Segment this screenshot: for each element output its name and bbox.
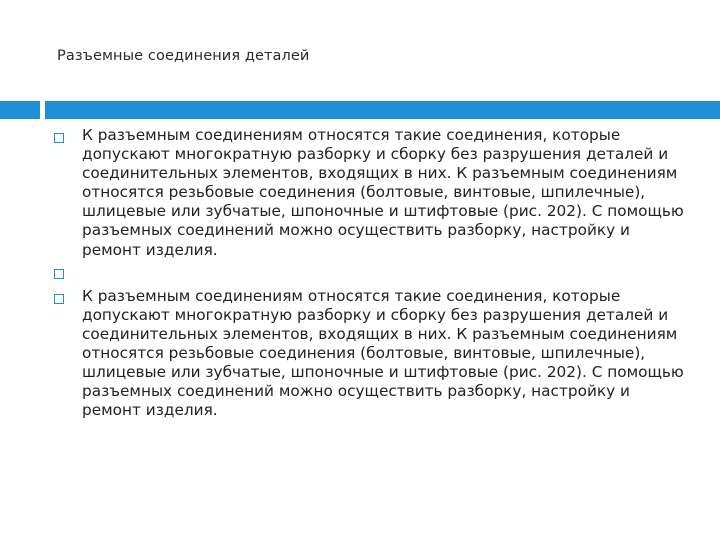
- slide-title: Разъемные соединения деталей: [57, 48, 310, 64]
- accent-bar-main: [45, 101, 720, 119]
- bullet-item-2: [52, 262, 692, 281]
- bullet-text-3: К разъемным соединениям относятся такие соединения, которые допускают многократную разборку и сборку без разрушения деталей и соединительных элементов, входящих в них. К разъемным соединениям относятся резьбовые соединения (болтовые, винтовые, шпилечные), шлицевые или зубчатые, шпоночные и штифтовые (рис. 202). С помощью разъемных соединений можно осуществить разборку, настройку и ремонт изделия.: [82, 286, 684, 420]
- hollow-square-bullet-icon: [54, 294, 64, 304]
- hollow-square-bullet-icon: [54, 269, 64, 279]
- accent-bar-left: [0, 101, 40, 119]
- bullet-item-3: [52, 287, 692, 421]
- bullet-item-1: [52, 126, 692, 260]
- hollow-square-bullet-icon: [54, 133, 64, 143]
- bullet-text-1: К разъемным соединениям относятся такие соединения, которые допускают многократную разборку и сборку без разрушения деталей и соединительных элементов, входящих в них. К разъемным соединениям относятся резьбовые соединения (болтовые, винтовые, шпилечные), шлицевые или зубчатые, шпоночные и штифтовые (рис. 202). С помощью разъемных соединений можно осуществить разборку, настройку и ремонт изделия.: [82, 126, 684, 259]
- bullet-list: [52, 126, 692, 420]
